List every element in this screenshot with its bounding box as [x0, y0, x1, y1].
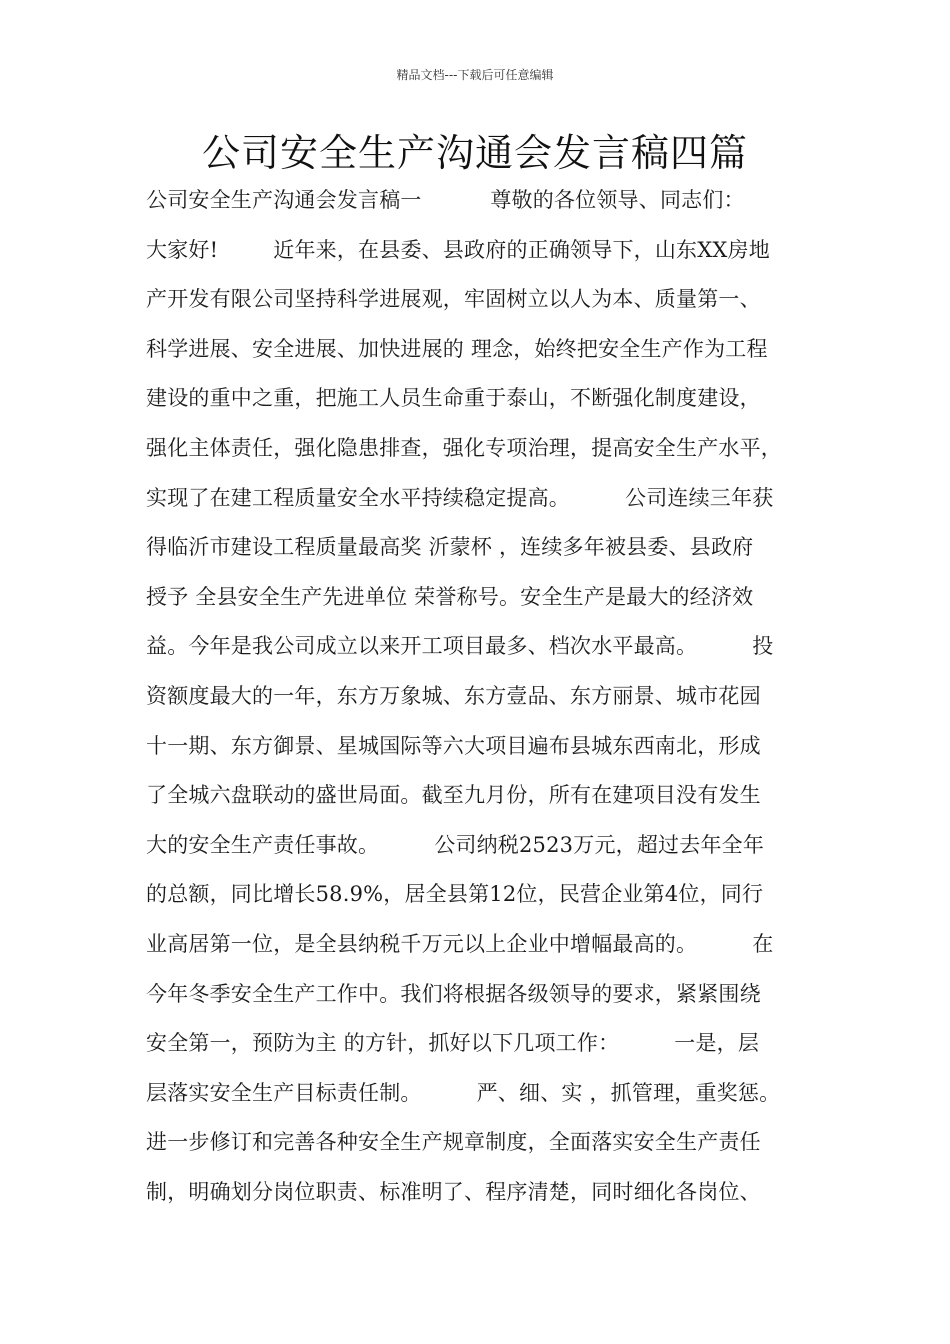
body-line: 建设的重中之重，把施工人员生命重于泰山，不断强化制度建设， — [146, 386, 761, 411]
body-line: 了全城六盘联动的盛世局面。截至九月份，所有在建项目没有发生 — [146, 783, 761, 808]
body-line: 层落实安全生产目标责任制。 严、细、实 ，抓管理，重奖惩。 — [146, 1080, 781, 1105]
body-line: 制，明确划分岗位职责、标准明了、程序清楚，同时细化各岗位、 — [146, 1179, 761, 1204]
body-line: 业高居第一位，是全县纳税千万元以上企业中增幅最高的。 在 — [146, 931, 774, 956]
document-title: 公司安全生产沟通会发言稿四篇 — [201, 131, 748, 175]
body-line: 科学进展、安全进展、加快进展的 理念，始终把安全生产作为工程 — [146, 336, 768, 361]
body-line: 十一期、东方御景、星城国际等六大项目遍布县城东西南北，形成 — [146, 733, 761, 758]
body-line: 今年冬季安全生产工作中。我们将根据各级领导的要求，紧紧围绕 — [146, 981, 761, 1006]
body-line: 安全第一，预防为主 的方针，抓好以下几项工作： 一是，层 — [146, 1031, 760, 1056]
body-line: 产开发有限公司坚持科学进展观，牢固树立以人为本、质量第一、 — [146, 287, 761, 312]
body-line: 公司安全生产沟通会发言稿一 尊敬的各位领导、同志们： — [146, 188, 745, 212]
body-line: 益。今年是我公司成立以来开工项目最多、档次水平最高。 投 — [146, 634, 774, 659]
body-line: 大家好! 近年来，在县委、县政府的正确领导下，山东XX房地 — [146, 237, 770, 262]
body-line: 得临沂市建设工程质量最高奖 沂蒙杯 ，连续多年被县委、县政府 — [146, 535, 754, 560]
body-line: 强化主体责任，强化隐患排查，强化专项治理，提高安全生产水平， — [146, 435, 782, 460]
body-line: 大的安全生产责任事故。 公司纳税2523万元，超过去年全年 — [146, 832, 765, 857]
body-line: 授予 全县安全生产先进单位 荣誉称号。安全生产是最大的经济效 — [146, 584, 754, 609]
document-body — [146, 176, 836, 1217]
body-line: 实现了在建工程质量安全水平持续稳定提高。 公司连续三年获 — [146, 485, 774, 510]
body-line: 的总额，同比增长58.9%，居全县第12位，民营企业第4位，同行 — [146, 882, 764, 907]
body-line: 进一步修订和完善各种安全生产规章制度，全面落实安全生产责任 — [146, 1130, 761, 1155]
page-header-watermark: 精品文档---下载后可任意编辑 — [396, 68, 554, 82]
body-line: 资额度最大的一年，东方万象城、东方壹品、东方丽景、城市花园 — [146, 683, 761, 708]
